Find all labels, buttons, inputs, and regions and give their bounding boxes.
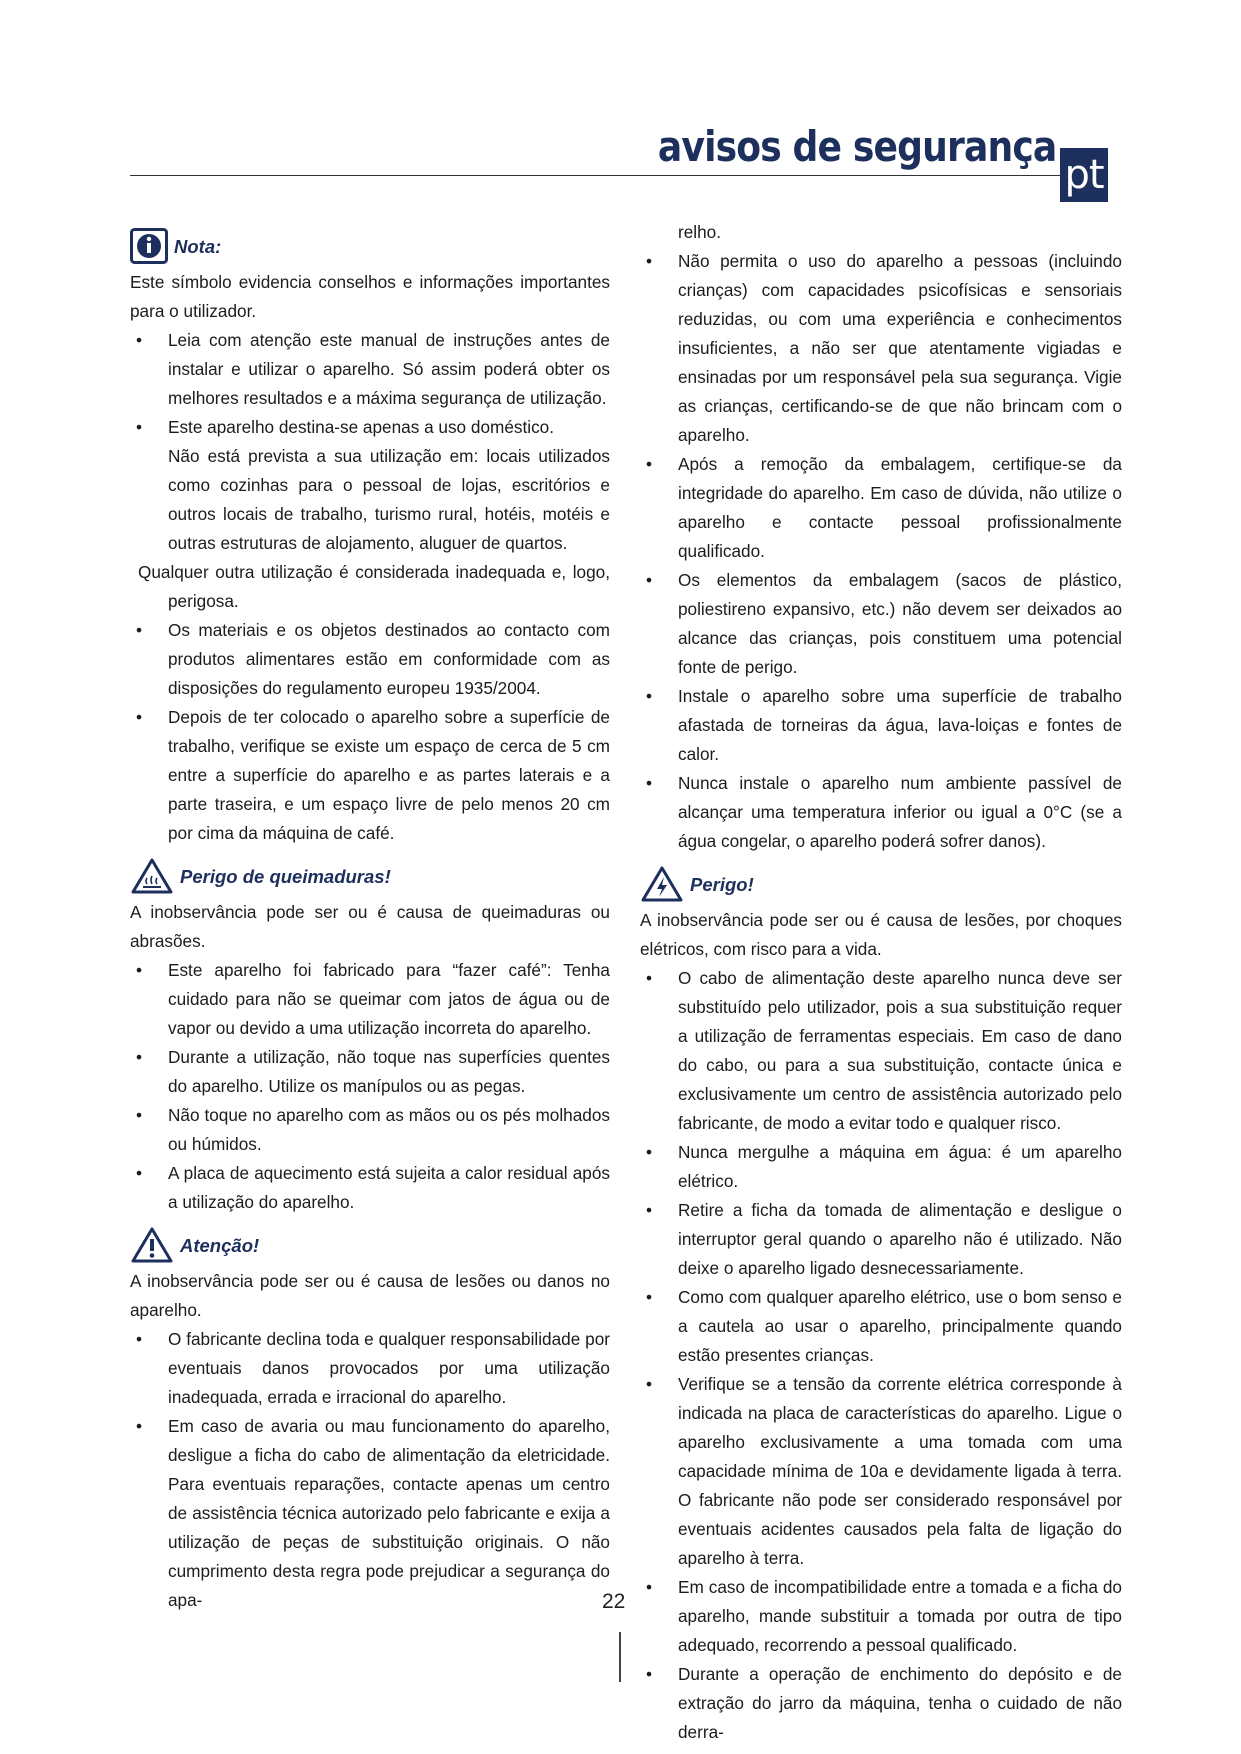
list-item: • Retire a ficha da tomada de alimentação e desligue o interruptor geral quando o aparelho não é utilizado. Não deixe o aparelho ligado desnecessariamente. [640,1196,1122,1283]
note-intro: Este símbolo evidencia conselhos e informações importantes para o utilizador. [130,272,610,321]
list-item: • Este aparelho destina-se apenas a uso doméstico. [130,413,610,442]
page-number: 22 [602,1590,626,1613]
continuation-text: relho. [678,222,721,242]
list-item: • Durante a operação de enchimento do depósito e de extração do jarro da máquina, tenha o cuidado de não derra- [640,1660,1122,1747]
bullet-marker: • [645,454,653,474]
list-item: • Os elementos da embalagem (sacos de plástico, poliestireno expansivo, etc.) não devem ser deixados ao alcance das crianças, pois constituem uma potencial fonte de perigo. [640,566,1122,682]
bullet-marker: • [645,1374,653,1394]
list-item: • Em caso de incompatibilidade entre a tomada e a ficha do aparelho, mande substituir a tomada por outra de tipo adequado, recorrendo a pessoal qualificado. [640,1573,1122,1660]
burns-intro: A inobservância pode ser ou é causa de queimaduras ou abrasões. [130,902,610,951]
note-title: Nota: [174,235,222,257]
bullet-marker: • [135,1105,143,1125]
list-item: • Não permita o uso do aparelho a pessoas (incluindo crianças) com capacidades psicofísicas e sensoriais reduzidas, ou com uma experiência e conhecimentos insuficientes, a não ser que atentamente vigiadas e ensinadas por um responsável pela sua segurança. Vigie as crianças, certificando-se de que não brincam com o aparelho. [640,247,1122,450]
list-item: • Instale o aparelho sobre uma superfície de trabalho afastada de torneiras da água, lava-loiças e fontes de calor. [640,682,1122,769]
danger-title: Perigo! [690,873,754,895]
list-item: • O fabricante declina toda e qualquer responsabilidade por eventuais danos provocados por uma utilização inadequada, errada e irracional do aparelho. [130,1325,610,1412]
bullet-marker: • [645,1200,653,1220]
list-item: • Nunca mergulhe a máquina em água: é um aparelho elétrico. [640,1138,1122,1196]
bullet-marker: • [645,773,653,793]
list-item: • Verifique se a tensão da corrente elétrica corresponde à indicada na placa de características do aparelho. Ligue o aparelho exclusivamente a uma tomada com uma capacidade mínima de 10a e devidamente ligada à terra. O fabricante não pode ser considerado responsável por eventuais acidentes causados pela falta de ligação do aparelho à terra. [640,1370,1122,1573]
info-icon [130,228,168,264]
danger-intro: A inobservância pode ser ou é causa de lesões, por choques elétricos, com risco para a vida. [640,910,1122,959]
bullet-marker: • [135,1416,143,1436]
attention-heading [130,1223,610,1267]
bullet-marker: • [645,1664,653,1684]
bullet-marker: • [645,570,653,590]
burns-title: Perigo de queimaduras! [180,865,391,887]
list-item: • Não toque no aparelho com as mãos ou os pés molhados ou húmidos. [130,1101,610,1159]
list-item: • Depois de ter colocado o aparelho sobre a superfície de trabalho, verifique se existe um espaço de cerca de 5 cm entre a superfície do aparelho e as partes laterais e a parte traseira, e um espaço livre de pelo menos 20 cm por cima da máquina de café. [130,703,610,848]
domestic-use-detail: Não está prevista a sua utilização em: locais utilizados como cozinhas para o pessoal de lojas, escritórios e outros locais de trabalho, turismo rural, hotéis, motéis e outras estruturas de alojamento, aluguer de quartos. [168,446,610,553]
language-badge: pt [1060,148,1108,202]
left-column [130,224,610,1615]
list-item: • A placa de aquecimento está sujeita a calor residual após a utilização do aparelho. [130,1159,610,1217]
list-item: • O cabo de alimentação deste aparelho nunca deve ser substituído pelo utilizador, pois a sua substituição requer a utilização de ferramentas especiais. Em caso de dano do cabo, ou para a sua substituição, contacte única e exclusivamente um centro de assistência autorizado pelo fabricante, de modo a evitar todo e qualquer risco. [640,964,1122,1138]
list-item: • Este aparelho foi fabricado para “fazer café”: Tenha cuidado para não se queimar com jatos de água ou de vapor ou devido a uma utilização incorreta do aparelho. [130,956,610,1043]
bullet-marker: • [135,620,143,640]
bullet-marker: • [135,960,143,980]
bullet-marker: • [645,1142,653,1162]
right-column [640,218,1122,1747]
bullet-marker: • [645,686,653,706]
list-item: • Leia com atenção este manual de instruções antes de instalar e utilizar o aparelho. Só assim poderá obter os melhores resultados e a máxima segurança de utilização. [130,326,610,413]
other-use-warning: Qualquer outra utilização é considerada inadequada e, logo, perigosa. [138,562,610,611]
attention-title: Atenção! [180,1234,260,1256]
bullet-marker: • [135,1163,143,1183]
electric-shock-warning-icon [640,865,684,903]
bullet-marker: • [645,1287,653,1307]
note-heading [130,224,610,268]
list-item: • Em caso de avaria ou mau funcionamento do aparelho, desligue a ficha do cabo de alimentação da eletricidade. Para eventuais reparações, contacte apenas um centro de assistência técnica autorizado pelo fabricante e exija a utilização de peças de substituição originais. O não cumprimento desta regra pode prejudicar a segurança do apa- [130,1412,610,1615]
bullet-marker: • [645,968,653,988]
list-item: • Durante a utilização, não toque nas superfícies quentes do aparelho. Utilize os manípulos ou as pegas. [130,1043,610,1101]
bullet-marker: • [135,707,143,727]
list-item: • Os materiais e os objetos destinados ao contacto com produtos alimentares estão em conformidade com as disposições do regulamento europeu 1935/2004. [130,616,610,703]
header-rule [130,175,1100,176]
bullet-marker: • [645,251,653,271]
danger-heading [640,862,1122,906]
page-number-rule [619,1632,621,1682]
caution-triangle-icon [130,1226,174,1264]
bullet-marker: • [135,417,143,437]
bullet-marker: • [645,1577,653,1597]
bullet-marker: • [135,1047,143,1067]
hot-surface-warning-icon [130,857,174,895]
list-item: • Nunca instale o aparelho num ambiente passível de alcançar uma temperatura inferior ou igual a 0°C (se a água congelar, o aparelho poderá sofrer danos). [640,769,1122,856]
bullet-marker: • [135,330,143,350]
page-title: avisos de segurança [652,126,1056,168]
burns-heading [130,854,610,898]
attention-intro: A inobservância pode ser ou é causa de lesões ou danos no aparelho. [130,1271,610,1320]
list-item: • Após a remoção da embalagem, certifique-se da integridade do aparelho. Em caso de dúvida, não utilize o aparelho e contacte pessoal profissionalmente qualificado. [640,450,1122,566]
bullet-marker: • [135,1329,143,1349]
list-item: • Como com qualquer aparelho elétrico, use o bom senso e a cautela ao usar o aparelho, principalmente quando estão presentes crianças. [640,1283,1122,1370]
